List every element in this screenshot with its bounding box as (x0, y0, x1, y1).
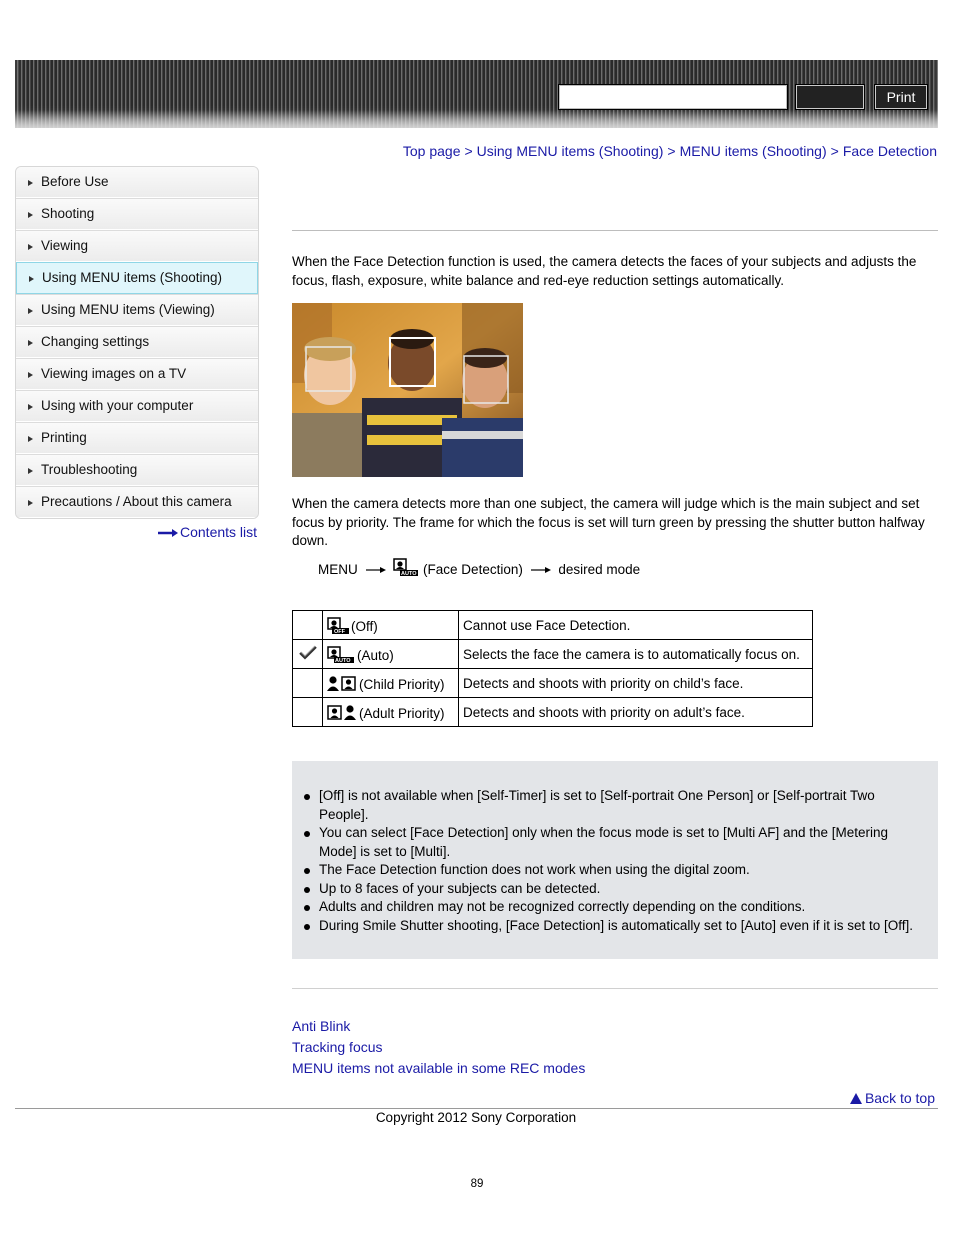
chevron-right-icon (28, 340, 33, 346)
menu-path-item: (Face Detection) (423, 562, 523, 577)
menu-path-start: MENU (318, 562, 358, 577)
arrow-right-icon (531, 566, 551, 574)
list-item (292, 880, 938, 899)
back-to-top-label: Back to top (864, 1090, 935, 1106)
mode-label: (Child Priority) (359, 676, 445, 692)
sidebar-item-viewing-on-tv[interactable] (16, 358, 258, 390)
sidebar-item-label: Using MENU items (Viewing) (41, 302, 215, 317)
breadcrumb-separator: > (464, 143, 473, 159)
mode-cell (323, 669, 459, 698)
sidebar-item-label: Shooting (41, 206, 95, 221)
chevron-right-icon (28, 500, 33, 506)
chevron-right-icon (28, 244, 33, 250)
check-cell (293, 640, 323, 669)
breadcrumb (403, 143, 937, 159)
notes-list (292, 787, 938, 935)
sidebar-item-label: Viewing images on a TV (41, 366, 187, 381)
arrow-right-icon (158, 529, 178, 537)
sidebar-item-viewing[interactable] (16, 230, 258, 262)
svg-text:AUTO: AUTO (401, 571, 417, 576)
search-button[interactable] (796, 85, 864, 109)
breadcrumb-top-page[interactable]: Top page (402, 143, 461, 159)
bullet-icon (304, 905, 310, 911)
breadcrumb-face-detection[interactable]: Face Detection (842, 143, 937, 159)
chevron-right-icon (29, 276, 34, 282)
notes-box (292, 761, 938, 959)
note-text: During Smile Shutter shooting, [Face Detection] is automatically set to [Auto] even if it is set to [Off]. (319, 917, 914, 933)
sidebar-item-label: Printing (41, 430, 87, 445)
sidebar-item-label: Changing settings (41, 334, 150, 349)
note-text: Up to 8 faces of your subjects can be detected. (319, 880, 601, 896)
breadcrumb-separator: > (667, 143, 676, 159)
chevron-right-icon (28, 436, 33, 442)
sidebar-item-troubleshooting[interactable] (16, 454, 258, 486)
face-auto-icon (327, 646, 355, 663)
bullet-icon (304, 887, 310, 893)
bullet-icon (304, 794, 310, 800)
table-row (293, 669, 813, 698)
chevron-right-icon (28, 372, 33, 378)
related-link-tracking-focus[interactable]: Tracking focus (292, 1039, 383, 1055)
face-detection-modes-table (292, 610, 813, 727)
chevron-right-icon (28, 212, 33, 218)
check-cell (293, 698, 323, 727)
checkmark-icon (298, 645, 318, 661)
bullet-icon (304, 868, 310, 874)
triangle-up-icon (850, 1093, 862, 1104)
table-row (293, 640, 813, 669)
sidebar-item-printing[interactable] (16, 422, 258, 454)
page-number: 89 (470, 1178, 484, 1190)
header-bar (15, 60, 938, 128)
related-divider (292, 988, 938, 989)
title-divider (292, 230, 938, 231)
chevron-right-icon (28, 404, 33, 410)
breadcrumb-separator: > (830, 143, 839, 159)
chevron-right-icon (28, 180, 33, 186)
table-row (293, 611, 813, 640)
list-item (292, 824, 938, 861)
bullet-icon (304, 924, 310, 930)
svg-text:OFF: OFF (334, 628, 345, 634)
note-text: You can select [Face Detection] only when the focus mode is set to [Multi AF] and the [Metering Mode] is set to [Multi]. (319, 825, 889, 859)
face-auto-icon (393, 558, 419, 576)
child-priority-icon (327, 675, 357, 692)
note-text: Adults and children may not be recognized correctly depending on the conditions. (319, 899, 806, 914)
sidebar-item-using-menu-viewing[interactable] (16, 294, 258, 326)
mode-label: (Off) (351, 618, 378, 634)
mode-description: Selects the face the camera is to automatically focus on. (459, 640, 813, 669)
detail-text: When the camera detects more than one subject, the camera will judge which is the main subject and set focus by priority. The frame for which the focus is set will turn green by pressing the shutter button halfway down. (292, 496, 925, 548)
menu-path-end: desired mode (558, 562, 641, 577)
mode-label: (Adult Priority) (359, 705, 445, 721)
sidebar-item-changing-settings[interactable] (16, 326, 258, 358)
menu-path (318, 558, 640, 577)
sidebar-item-precautions[interactable] (16, 486, 258, 518)
mode-description: Detects and shoots with priority on child’s face. (459, 669, 813, 698)
sidebar-item-using-with-computer[interactable] (16, 390, 258, 422)
sidebar-item-shooting[interactable] (16, 198, 258, 230)
sidebar-item-label: Before Use (41, 174, 109, 189)
footer-divider (15, 1108, 938, 1109)
sidebar-item-label: Troubleshooting (41, 462, 138, 477)
contents-list-link[interactable] (158, 524, 257, 540)
breadcrumb-menu-items-shooting[interactable]: MENU items (Shooting) (679, 143, 827, 159)
print-button[interactable]: Print (875, 85, 927, 109)
sidebar-item-label: Using with your computer (41, 398, 194, 413)
copyright (0, 1110, 954, 1125)
table-row (293, 698, 813, 727)
adult-priority-icon (327, 704, 357, 721)
svg-text:AUTO: AUTO (335, 657, 351, 663)
face-off-icon (327, 617, 349, 634)
mode-cell (323, 698, 459, 727)
list-item (292, 787, 938, 824)
sidebar-nav (15, 166, 259, 519)
sidebar-item-using-menu-shooting[interactable] (16, 262, 258, 294)
arrow-right-icon (366, 566, 386, 574)
mode-cell (323, 640, 459, 669)
mode-description: Detects and shoots with priority on adult’s face. (459, 698, 813, 727)
chevron-right-icon (28, 308, 33, 314)
list-item (292, 898, 938, 917)
breadcrumb-using-menu-shooting[interactable]: Using MENU items (Shooting) (476, 143, 664, 159)
face-detection-photo (292, 303, 523, 477)
sidebar-item-label: Using MENU items (Shooting) (42, 270, 223, 285)
related-link-menu-not-available[interactable]: MENU items not available in some REC modes (292, 1060, 586, 1076)
search-input[interactable] (559, 85, 787, 109)
note-text: [Off] is not available when [Self-Timer] is set to [Self-portrait One Person] or [Self-portrait Two People]. (319, 788, 875, 822)
check-cell (293, 611, 323, 640)
list-item (292, 917, 938, 936)
mode-cell (323, 611, 459, 640)
copyright-text: Copyright 2012 Sony Corporation (375, 1110, 577, 1125)
chevron-right-icon (28, 468, 33, 474)
check-cell (293, 669, 323, 698)
back-to-top-link[interactable] (850, 1090, 935, 1106)
sidebar-item-before-use[interactable] (16, 167, 258, 198)
sidebar-item-label: Precautions / About this camera (41, 494, 232, 509)
related-link-anti-blink[interactable]: Anti Blink (292, 1018, 351, 1034)
mode-description: Cannot use Face Detection. (459, 611, 813, 640)
list-item (292, 861, 938, 880)
mode-label: (Auto) (357, 647, 394, 663)
bullet-icon (304, 831, 310, 837)
sidebar-item-label: Viewing (41, 238, 89, 253)
intro-text: When the Face Detection function is used, the camera detects the faces of your subjects and adjusts the focus, flash, exposure, white balance and red-eye reduction settings automatically. (292, 254, 917, 288)
contents-list-label: Contents list (180, 524, 258, 540)
note-text: The Face Detection function does not work when using the digital zoom. (319, 862, 750, 877)
